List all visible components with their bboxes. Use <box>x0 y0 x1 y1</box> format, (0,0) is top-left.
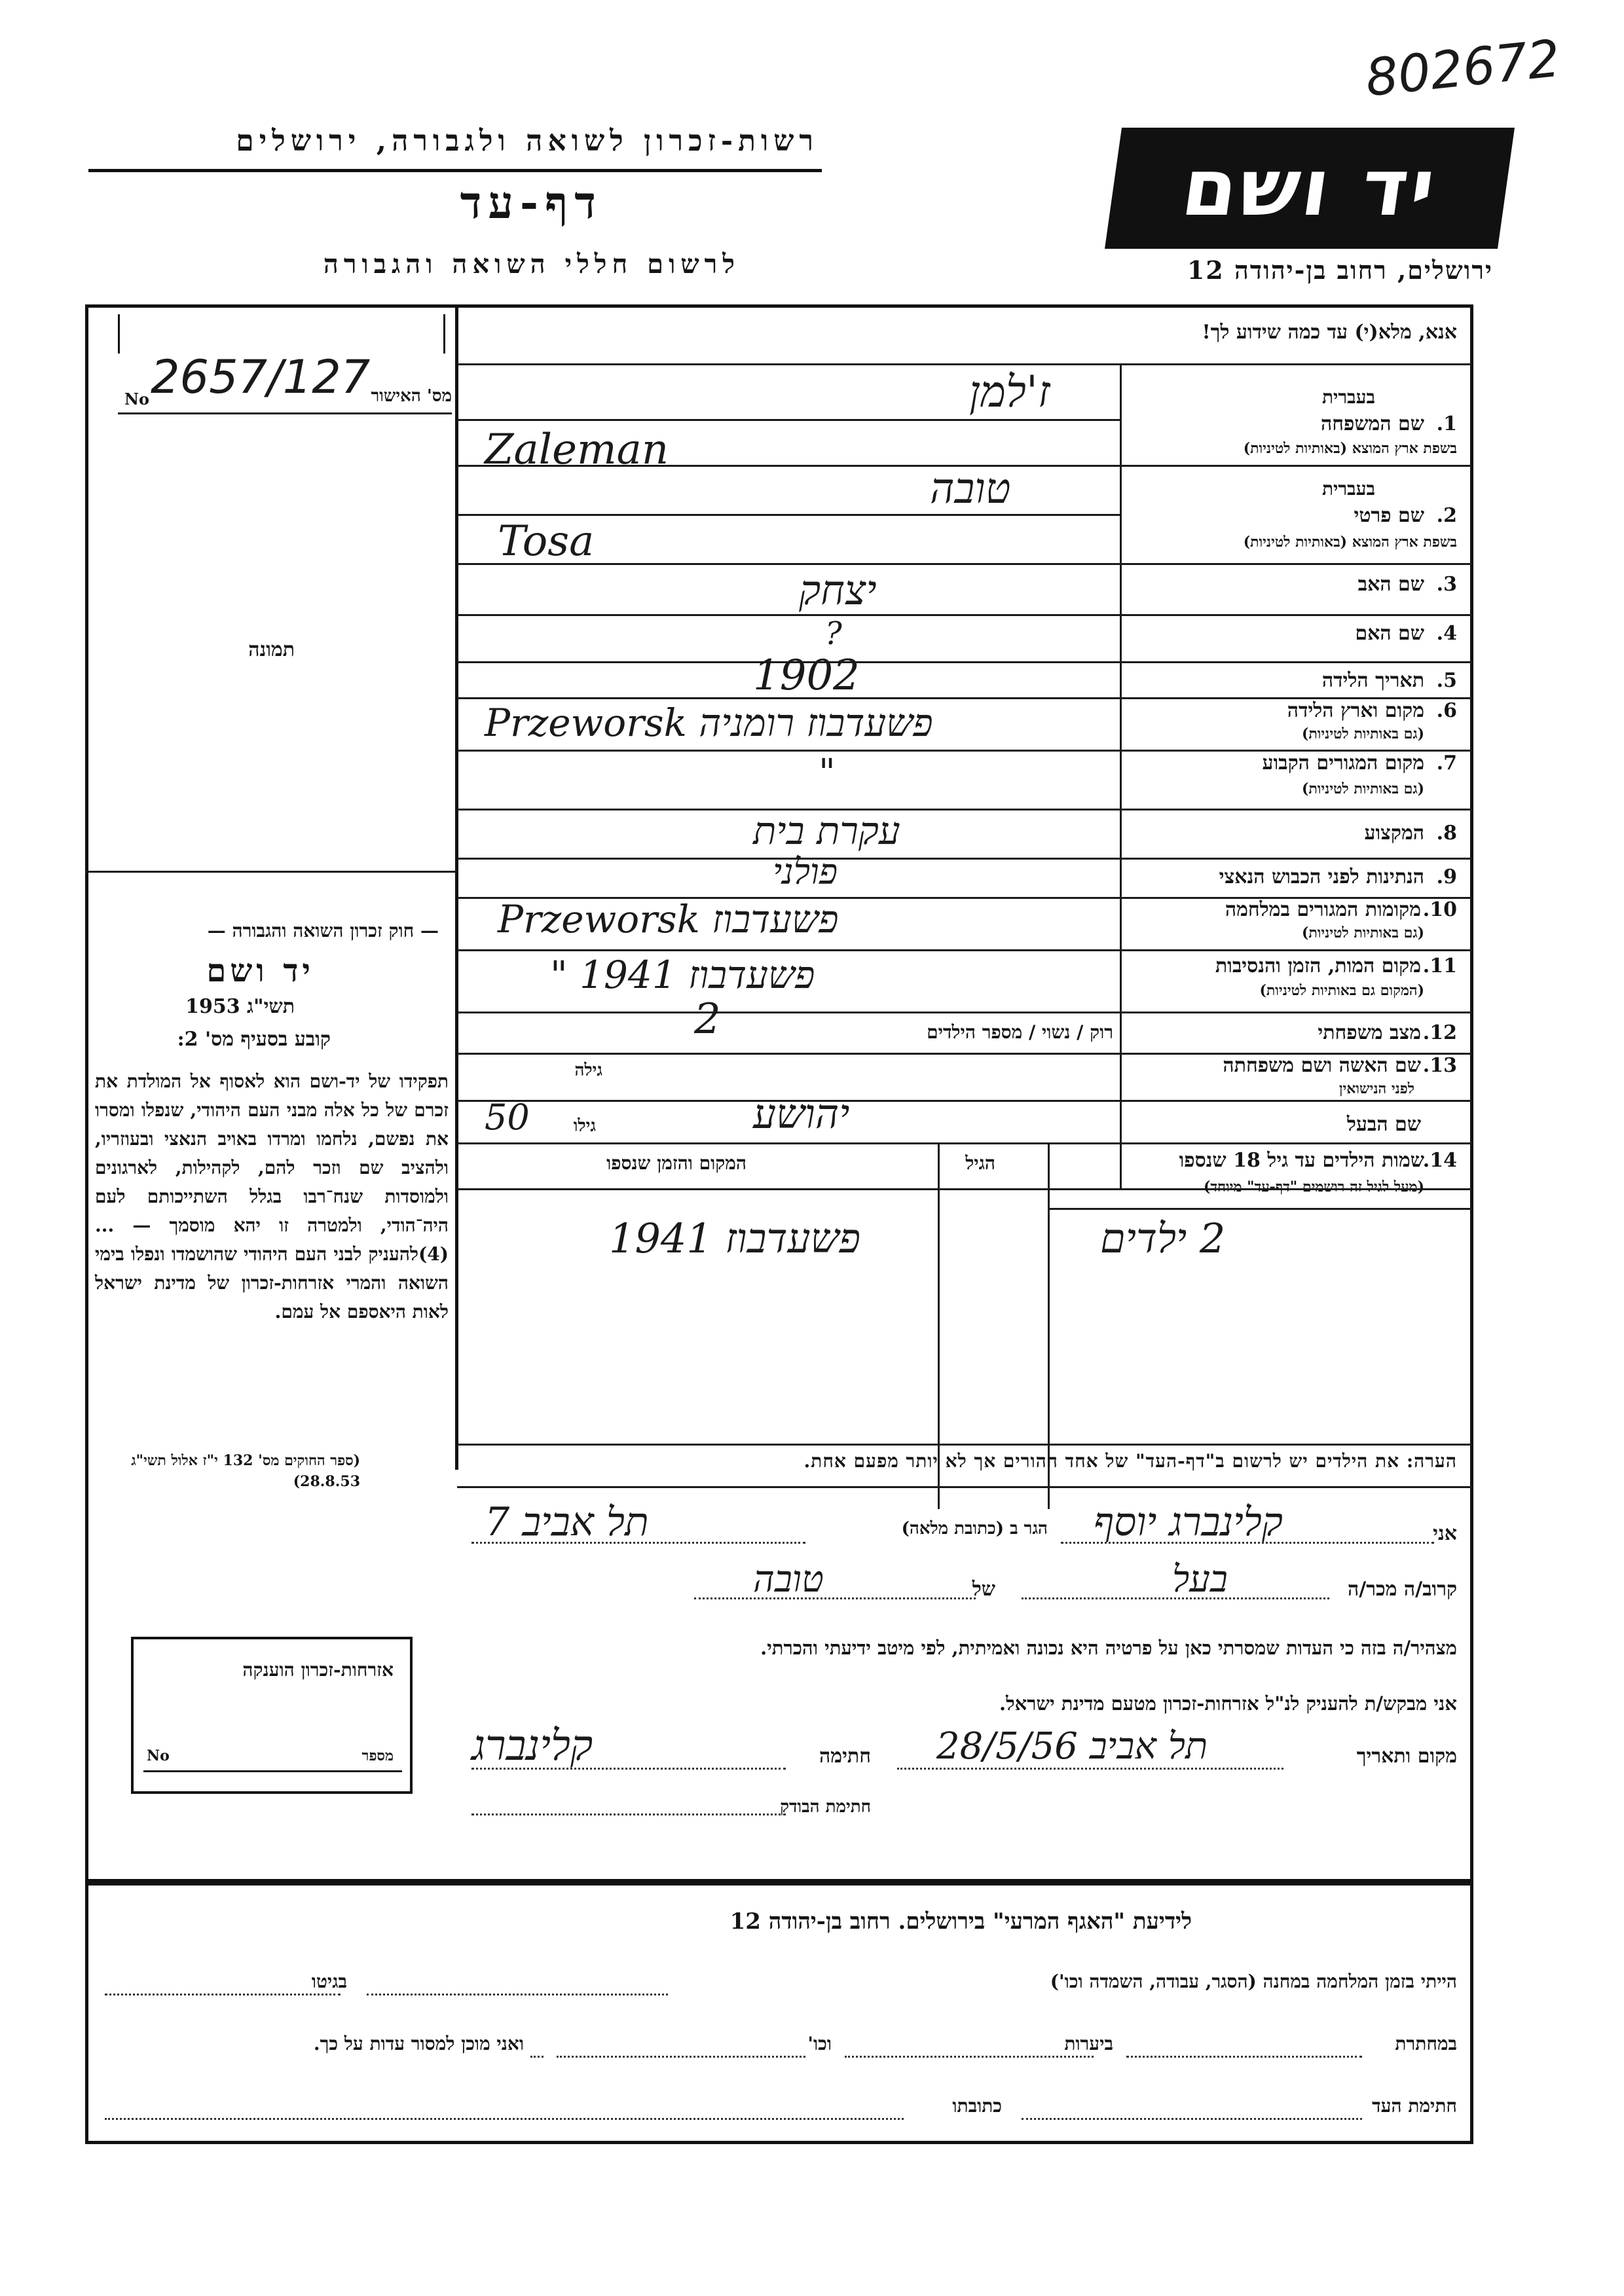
footer-line2-start: במחתרת <box>1395 2033 1457 2054</box>
f6-label: מקום וארץ הלידה <box>1287 699 1424 722</box>
footer-line3-start: חתימת העד <box>1372 2095 1457 2117</box>
reg-underline <box>118 412 452 414</box>
decl-relation-value[interactable]: בעל <box>1172 1558 1228 1601</box>
photo-bottom-line <box>85 871 457 873</box>
f11-num: 11. <box>1422 955 1457 977</box>
f7-value[interactable]: " <box>819 752 836 794</box>
footer-line2-end: ואני מוכן למסור עדות על כך. <box>313 2033 524 2054</box>
f8-num: 8. <box>1436 822 1457 845</box>
decl-i-label: אני <box>1433 1522 1457 1545</box>
photo-label: תמונה <box>248 638 295 661</box>
f8-label: המקצוע <box>1364 822 1424 845</box>
f2-num: 2. <box>1436 504 1457 527</box>
f3-num: 3. <box>1436 573 1457 596</box>
f12-num: 12. <box>1422 1021 1457 1044</box>
f10-num: 10. <box>1422 898 1457 921</box>
citizenship-title: אזרחות-זכרון הוענקה <box>242 1659 394 1681</box>
logo-text: יד ושם <box>1176 143 1443 234</box>
f9-num: 9. <box>1436 866 1457 888</box>
f14-sub: (מעל לגיל זה רושמים "דף-עד" מיוחד) <box>1204 1178 1424 1195</box>
registration-label: מס' האישור <box>371 386 452 406</box>
law-clause: קובע בסעיף מס' 2: <box>177 1028 331 1051</box>
law-name: יד ושם <box>206 953 314 989</box>
page-title: דף-עד <box>460 177 602 229</box>
decl-request: אני מבקש/ת להעניק לנ"ל אזרחות-זכרון מטעם מדינת ישראל. <box>999 1692 1457 1715</box>
footer-line1-end: בגיטו <box>311 1971 347 1992</box>
f13-num: 13. <box>1422 1054 1457 1077</box>
law-text: תפקידו של יד-ושם הוא לאסוף אל המולדת את זכרם של כל אלה מבני העם היהודי, שנפלו ומסרו את נפשם, נלחמו ומרדו באויב הנאצי ובעוזריו, ולהציב שם וזכר להם, לקהילות, לארגונים ולמוסדות שנח־רבו בגלל השתייכותם לעם היה־הודי, ולמטרה זו יהא מוסמך — ...(4)להעניק לבני העם היהודי שהושמדו ונפלו בימי השואה והמרי אזרחות-זכרון של מדינת ישראל לאות היאספם אל עמם. <box>95 1070 449 1322</box>
f2-heb-label: בעברית <box>1321 478 1375 500</box>
f7-sub: (גם באותיות לטיניות) <box>1301 780 1424 797</box>
f1-num: 1. <box>1436 412 1457 435</box>
f14-col-age: הגיל <box>965 1152 995 1174</box>
husband-label: שם הבעל <box>1346 1113 1421 1136</box>
f10-sub: (גם באותיות לטיניות) <box>1301 924 1424 941</box>
decl-i-name[interactable]: קלינברג יוסף <box>1094 1499 1283 1545</box>
f1-heb-value[interactable]: ז'למן <box>969 367 1050 417</box>
citizenship-box <box>131 1637 413 1794</box>
f13-age-label: גילה <box>574 1061 602 1080</box>
decl-examiner-label: חתימת הבודק <box>780 1797 871 1817</box>
header-rule <box>88 169 822 172</box>
f8-value[interactable]: עקרת בית <box>753 809 900 853</box>
f12-option: רוק / נשוי / מספר הילדים <box>927 1021 1113 1043</box>
law-citation: (ספר החוקים מס' 132 י"ז אלול תשי"ג 28.8.53) <box>131 1452 360 1490</box>
footer-line1: הייתי בזמן המלחמה במחנה (הסגר, עבודה, השמדה וכו') <box>1050 1971 1457 1992</box>
reg-box-ticks <box>118 314 445 354</box>
f1-label: שם המשפחה <box>1320 412 1424 435</box>
f12-label: מצב משפחתי <box>1318 1021 1421 1044</box>
decl-signature-label: חתימה <box>819 1745 871 1768</box>
form-instruction: אנא, מלא(י) עד כמה שידוע לך! <box>1202 321 1457 344</box>
f14-label: שמות הילדים עד גיל 18 שנספו <box>1179 1149 1424 1172</box>
f6-value[interactable]: פשעדבוז רומניה Przeworsk <box>485 701 933 745</box>
serial-number: 802672 <box>1363 29 1563 109</box>
f5-num: 5. <box>1436 669 1457 692</box>
husband-value[interactable]: יהושע <box>753 1090 850 1138</box>
decl-of-label: של <box>972 1578 995 1601</box>
f1-sub: בשפת ארץ המוצא (באותיות לטיניות) <box>1243 440 1457 457</box>
f14-child-place[interactable]: פשעדבוז 1941 <box>609 1214 860 1262</box>
form-top-border <box>85 304 1473 308</box>
f2-sub: בשפת ארץ המוצא (באותיות לטיניות) <box>1243 534 1457 551</box>
f13-sub: לפני הנישואין <box>1338 1080 1414 1097</box>
f1-latin-value[interactable]: Zaleman <box>485 426 669 474</box>
f2-latin-value[interactable]: Tosa <box>498 517 595 566</box>
f13-label: שם האשה ושם משפחתה <box>1223 1054 1421 1077</box>
footer-title: לידיעת "האגף המרעי" בירושלים. רחוב בן-יהודה 12 <box>729 1908 1192 1935</box>
label-column-divider <box>1120 363 1122 1188</box>
address: ירושלים, רחוב בן-יהודה 12 <box>1187 255 1493 285</box>
f2-label: שם פרטי <box>1354 504 1424 527</box>
husband-age-value[interactable]: 50 <box>485 1097 530 1138</box>
f4-value[interactable]: ? <box>825 615 842 652</box>
decl-address-value[interactable]: תל אביב 7 <box>485 1499 649 1545</box>
f5-label: תאריך הלידה <box>1321 669 1424 692</box>
f11-label: מקום המות, הזמן והנסיבות <box>1215 955 1421 977</box>
registration-number: 2657/127 <box>151 350 371 404</box>
f11-sub: (המקום גם באותיות לטיניות) <box>1259 982 1424 999</box>
citizenship-no: No <box>147 1747 170 1764</box>
footer-line2-mid: ביערות <box>1064 2033 1113 2054</box>
decl-place-date-label: מקום ותאריך <box>1356 1745 1457 1768</box>
f14-num: 14. <box>1422 1149 1457 1172</box>
no-label: No <box>124 390 149 409</box>
f1-heb-label: בעברית <box>1321 386 1375 408</box>
decl-relation-label: קרוב/ה מכר/ה <box>1348 1578 1457 1601</box>
law-heading: — חוק זכרון השואה והגבורה — <box>207 920 439 941</box>
f9-value[interactable]: פולני <box>773 851 838 892</box>
f10-label: מקומות המגורים במלחמה <box>1225 898 1421 921</box>
law-year: תשי"ג 1953 <box>185 995 295 1018</box>
decl-signature-value[interactable]: קלינברג <box>471 1722 593 1770</box>
yad-vashem-logo <box>1105 128 1515 249</box>
f11-value[interactable]: פשעדבוז 1941 " <box>550 953 815 997</box>
f6-sub: (גם באותיות לטיניות) <box>1301 725 1424 742</box>
f3-value[interactable]: יצחק <box>799 566 877 614</box>
f14-child-name[interactable]: 2 ילדים <box>1100 1214 1226 1262</box>
f12-value[interactable]: 2 <box>694 995 721 1044</box>
husband-age-label: גילו <box>573 1116 596 1136</box>
instruction-rule <box>457 363 1472 365</box>
f10-value[interactable]: פשעדבוז Przeworsk <box>498 897 839 941</box>
page-subtitle: לרשום חללי השואה והגבורה <box>323 249 740 280</box>
f6-num: 6. <box>1436 699 1457 722</box>
left-column-divider <box>455 304 458 1470</box>
f9-label: הנתינות לפני הכבוש הנאצי <box>1219 866 1424 888</box>
citizenship-number-label: מספר <box>361 1747 394 1764</box>
f14-col-place: המקום והזמן שנספו <box>606 1152 747 1174</box>
f7-num: 7. <box>1436 752 1457 774</box>
decl-address-label: הגר ב (כתובת מלאה) <box>901 1519 1048 1539</box>
decl-statement: מצהיר/ה בזה כי העדות שמסרתי כאן על פרטיה היא נכונה ואמיתית, לפי מיטב ידיעתי והכרתי. <box>760 1637 1457 1659</box>
form-left-border <box>85 304 88 1882</box>
decl-place-date-value[interactable]: תל אביב 28/5/56 <box>936 1725 1208 1768</box>
children-note: הערה: את הילדים יש לרשום ב"דף-העד" של אחד ההורים אך לא יותר מפעם אחת. <box>803 1450 1457 1472</box>
organization-name: רשות-זכרון לשואה ולגבורה, ירושלים <box>236 124 819 158</box>
f2-heb-value[interactable]: טובה <box>930 465 1011 513</box>
decl-of-value[interactable]: טובה <box>753 1558 824 1601</box>
f5-value[interactable]: 1902 <box>753 651 860 700</box>
footer-line3-mid: כתובתו <box>952 2095 1002 2117</box>
footer-line2-mid2: וכו' <box>807 2033 832 2054</box>
form-right-border <box>1470 304 1473 1882</box>
f4-num: 4. <box>1436 622 1457 645</box>
f7-label: מקום המגורים הקבוע <box>1262 752 1424 774</box>
f4-label: שם האם <box>1355 622 1424 645</box>
f3-label: שם האב <box>1357 573 1424 596</box>
